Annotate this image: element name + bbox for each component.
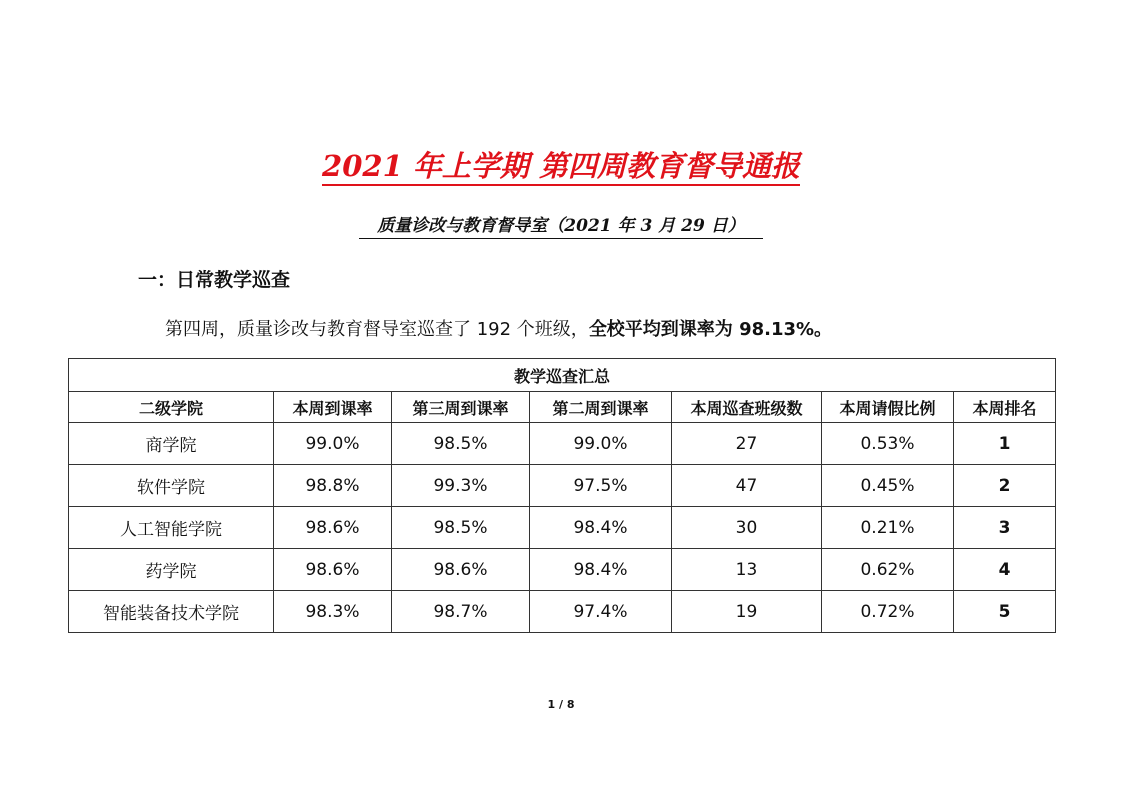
table-cell: 98.3% [274, 591, 392, 633]
table-caption-row [69, 359, 1056, 392]
table-cell: 98.5% [392, 507, 530, 549]
table-row [69, 465, 1056, 507]
document-title [0, 146, 1122, 186]
table-cell: 47 [672, 465, 822, 507]
column-header: 本周排名 [954, 392, 1056, 423]
table-cell: 98.7% [392, 591, 530, 633]
document-subtitle-text: 质量诊改与教育督导室（2021 年 3 月 29 日） [359, 216, 762, 239]
table-cell: 98.8% [274, 465, 392, 507]
section-heading: 一：日常教学巡查 [138, 269, 291, 291]
table-header-row [69, 392, 1056, 423]
table-cell: 0.53% [822, 423, 954, 465]
table-cell: 药学院 [69, 549, 274, 591]
table-cell: 19 [672, 591, 822, 633]
table-cell: 0.72% [822, 591, 954, 633]
table-cell: 98.6% [274, 507, 392, 549]
summary-paragraph-normal: 第四周，质量诊改与教育督导室巡查了 192 个班级， [165, 319, 589, 340]
table-cell: 97.5% [530, 465, 672, 507]
table-cell: 人工智能学院 [69, 507, 274, 549]
table-row [69, 591, 1056, 633]
table-cell: 0.62% [822, 549, 954, 591]
document-title-text: 2021 年上学期 第四周教育督导通报 [322, 149, 800, 186]
table-row [69, 423, 1056, 465]
table-cell: 98.6% [274, 549, 392, 591]
table-cell: 0.45% [822, 465, 954, 507]
column-header: 第二周到课率 [530, 392, 672, 423]
table-cell: 98.4% [530, 507, 672, 549]
table-cell: 97.4% [530, 591, 672, 633]
document-subtitle [0, 212, 1122, 240]
table-cell: 99.0% [274, 423, 392, 465]
column-header: 本周巡查班级数 [672, 392, 822, 423]
column-header: 二级学院 [69, 392, 274, 423]
rank-cell: 2 [954, 465, 1056, 507]
table-cell: 99.3% [392, 465, 530, 507]
inspection-summary-table [68, 358, 1056, 633]
table-row [69, 507, 1056, 549]
rank-cell: 3 [954, 507, 1056, 549]
column-header: 本周请假比例 [822, 392, 954, 423]
table-cell: 30 [672, 507, 822, 549]
table-cell: 软件学院 [69, 465, 274, 507]
table-cell: 27 [672, 423, 822, 465]
column-header: 第三周到课率 [392, 392, 530, 423]
table-cell: 商学院 [69, 423, 274, 465]
table-cell: 13 [672, 549, 822, 591]
table-cell: 智能装备技术学院 [69, 591, 274, 633]
page-number: 1 / 8 [547, 698, 575, 711]
table-cell: 98.4% [530, 549, 672, 591]
table-row [69, 549, 1056, 591]
table-cell: 98.6% [392, 549, 530, 591]
column-header: 本周到课率 [274, 392, 392, 423]
rank-cell: 4 [954, 549, 1056, 591]
summary-paragraph [165, 316, 832, 344]
rank-cell: 5 [954, 591, 1056, 633]
summary-paragraph-bold: 全校平均到课率为 98.13%。 [588, 319, 833, 340]
rank-cell: 1 [954, 423, 1056, 465]
table-cell: 99.0% [530, 423, 672, 465]
table-cell: 98.5% [392, 423, 530, 465]
table-cell: 0.21% [822, 507, 954, 549]
table-caption: 教学巡查汇总 [69, 359, 1056, 392]
